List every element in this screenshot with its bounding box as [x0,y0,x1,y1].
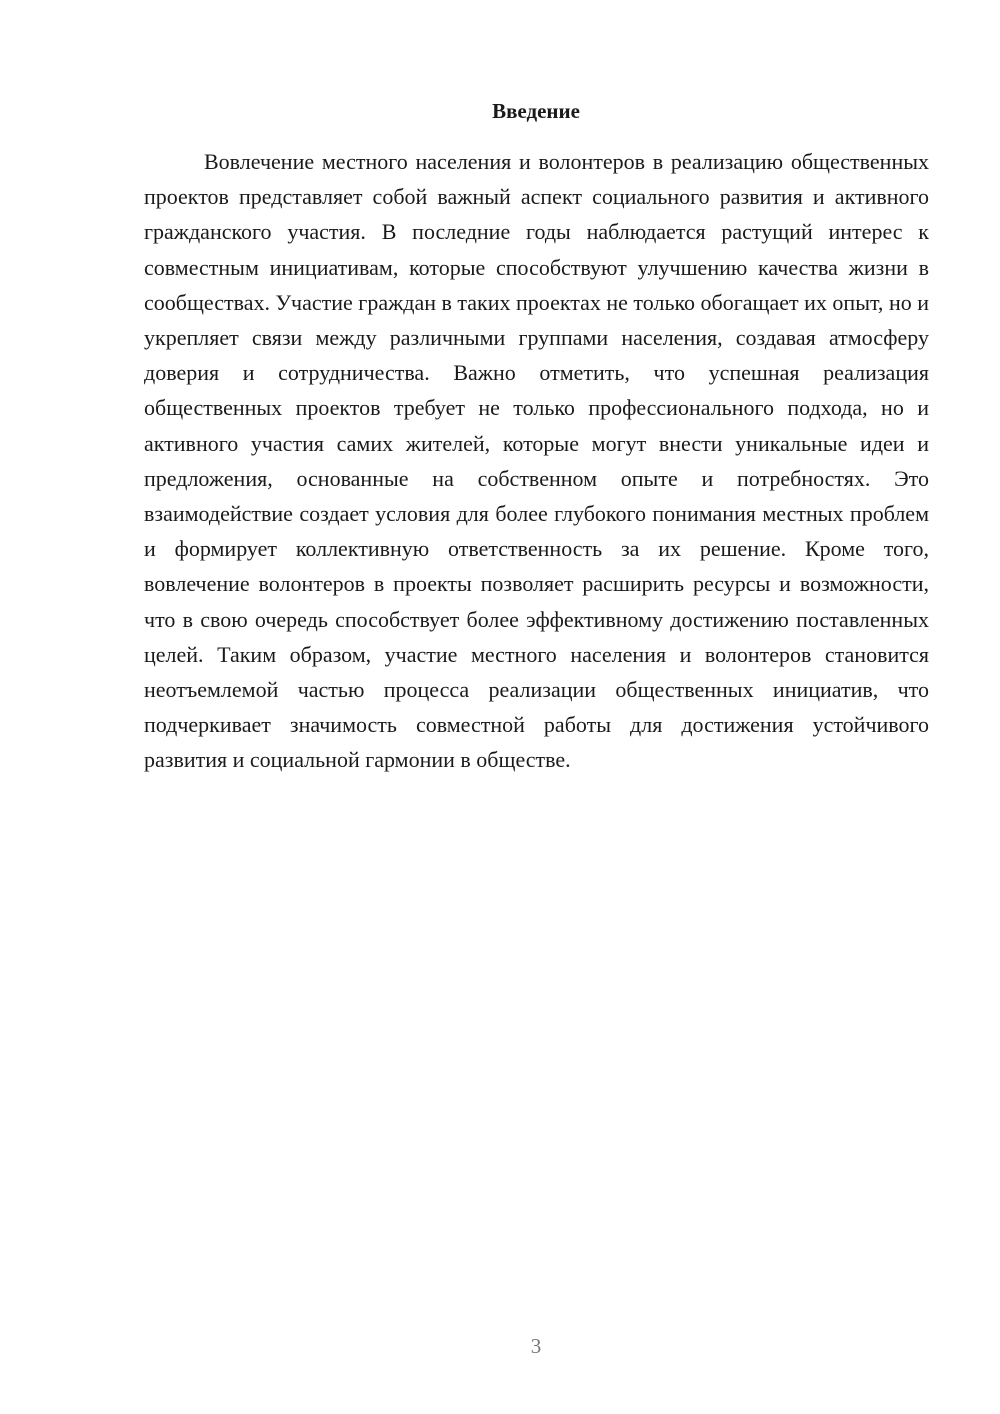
page-number: 3 [530,1334,542,1358]
body-paragraph: Вовлечение местного населения и волонтеров в реализацию общественных проектов представляет собой важный аспект социального развития и активного гражданского участия. В последние годы наблюдается растущий интерес к совместным инициативам, которые способствуют улучшению качества жизни в сообществах. Участие граждан в таких проектах не только обогащает их опыт, но и укрепляет связи между различными группами населения, создавая атмосферу доверия и сотрудничества. Важно отметить, что успешная реализация общественных проектов требует не только профессионального подхода, но и активного участия самих жителей, которые могут внести уникальные идеи и предложения, основанные на собственном опыте и потребностях. Это взаимодействие создает условия для более глубокого понимания местных проблем и формирует коллективную ответственность за их решение. Кроме того, вовлечение волонтеров в проекты позволяет расширить ресурсы и возможности, что в свою очередь способствует более эффективному достижению поставленных целей. Таким образом, участие местного населения и волонтеров становится неотъемлемой частью процесса реализации общественных инициатив, что подчеркивает значимость совместной работы для достижения устойчивого развития и социальной гармонии в обществе. [144,149,929,773]
section-title: Введение [492,99,580,123]
